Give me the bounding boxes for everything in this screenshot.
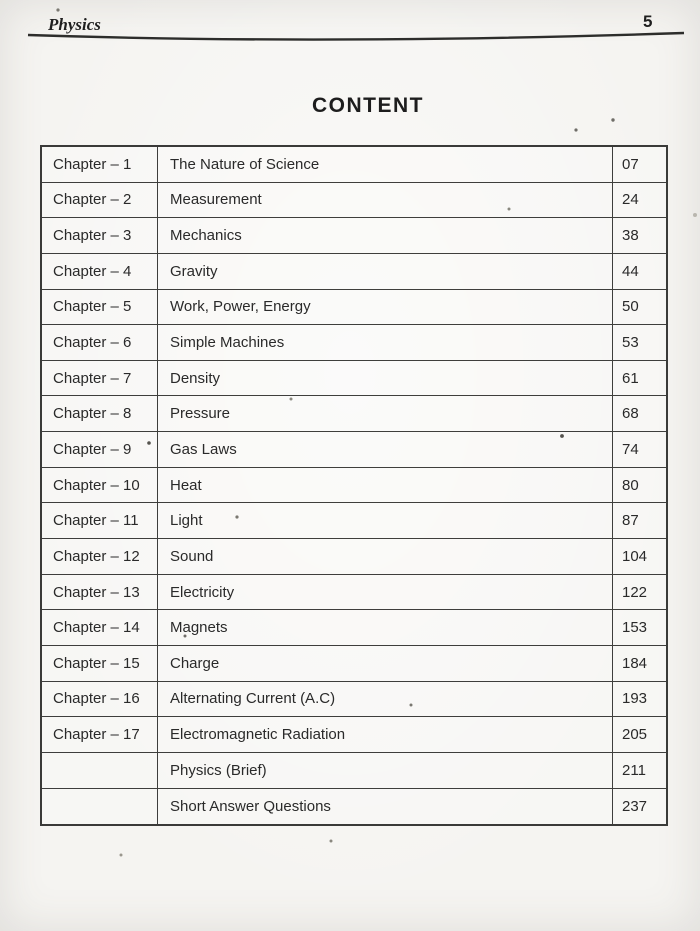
page-cell: 24 — [612, 183, 666, 218]
title-cell: Sound — [170, 547, 214, 565]
title-cell: Heat — [170, 476, 202, 494]
title-cell: Charge — [170, 654, 220, 672]
chapter-cell: Chapter – 13 — [42, 575, 158, 610]
title-cell: Magnets — [170, 619, 228, 637]
title-cell: Measurement — [170, 191, 262, 209]
chapter-cell: Chapter – 3 — [42, 218, 158, 253]
book-title: Physics — [48, 15, 101, 34]
page-cell: 87 — [612, 503, 666, 538]
title-cell: The Nature of Science — [170, 155, 320, 173]
title-cell: Physics (Brief) — [170, 761, 267, 779]
page-number: 5 — [643, 12, 653, 31]
table-row — [42, 147, 666, 183]
chapter-cell: Chapter – 12 — [42, 539, 158, 574]
page-cell: 07 — [612, 147, 666, 182]
page-cell: 53 — [612, 325, 666, 360]
table-row — [42, 183, 666, 219]
header-rule-line — [0, 28, 700, 50]
title-cell: Electricity — [170, 583, 235, 601]
chapter-cell — [42, 789, 158, 825]
chapter-cell: Chapter – 6 — [42, 325, 158, 360]
title-cell: Electromagnetic Radiation — [170, 726, 346, 744]
chapter-cell: Chapter – 5 — [42, 290, 158, 325]
chapter-cell: Chapter – 14 — [42, 610, 158, 645]
table-row — [42, 539, 666, 575]
page-cell: 237 — [612, 789, 666, 825]
title-cell: Simple Machines — [170, 334, 285, 352]
table-row — [42, 361, 666, 397]
title-cell: Alternating Current (A.C) — [170, 690, 336, 708]
chapter-cell: Chapter – 4 — [42, 254, 158, 289]
page-cell: 50 — [612, 290, 666, 325]
chapter-cell: Chapter – 2 — [42, 183, 158, 218]
chapter-cell: Chapter – 15 — [42, 646, 158, 681]
table-row — [42, 717, 666, 753]
page-cell: 193 — [612, 682, 666, 717]
page-cell: 211 — [612, 753, 666, 788]
page-cell: 205 — [612, 717, 666, 752]
table-row — [42, 503, 666, 539]
chapter-cell: Chapter – 17 — [42, 717, 158, 752]
scan-speck-artifacts — [0, 0, 2, 2]
page-cell: 38 — [612, 218, 666, 253]
page-cell: 184 — [612, 646, 666, 681]
page-cell: 74 — [612, 432, 666, 467]
page-cell: 44 — [612, 254, 666, 289]
table-row — [42, 468, 666, 504]
table-row — [42, 575, 666, 611]
title-cell: Density — [170, 369, 221, 387]
table-row — [42, 432, 666, 468]
page-cell: 104 — [612, 539, 666, 574]
chapter-cell — [42, 753, 158, 788]
page-cell: 122 — [612, 575, 666, 610]
title-cell: Gas Laws — [170, 440, 237, 458]
table-row — [42, 610, 666, 646]
chapter-cell: Chapter – 7 — [42, 361, 158, 396]
page-cell: 153 — [612, 610, 666, 645]
table-row — [42, 218, 666, 254]
title-cell: Short Answer Questions — [170, 797, 331, 815]
table-row — [42, 325, 666, 361]
chapter-cell: Chapter – 9 — [42, 432, 158, 467]
table-row — [42, 789, 666, 825]
title-cell: Light — [170, 512, 203, 530]
chapter-cell: Chapter – 11 — [42, 503, 158, 538]
page-cell: 68 — [612, 396, 666, 431]
table-row — [42, 753, 666, 789]
table-row — [42, 290, 666, 326]
chapter-cell: Chapter – 16 — [42, 682, 158, 717]
title-cell: Work, Power, Energy — [170, 298, 311, 316]
table-row — [42, 254, 666, 290]
page-title: CONTENT — [312, 94, 424, 117]
table-row — [42, 682, 666, 718]
chapter-cell: Chapter – 1 — [42, 147, 158, 182]
table-row — [42, 646, 666, 682]
table-row — [42, 396, 666, 432]
chapter-cell: Chapter – 8 — [42, 396, 158, 431]
contents-table — [40, 145, 668, 826]
page-cell: 80 — [612, 468, 666, 503]
title-cell: Mechanics — [170, 227, 242, 245]
title-cell: Pressure — [170, 405, 231, 423]
page-cell: 61 — [612, 361, 666, 396]
title-cell: Gravity — [170, 262, 218, 280]
chapter-cell: Chapter – 10 — [42, 468, 158, 503]
